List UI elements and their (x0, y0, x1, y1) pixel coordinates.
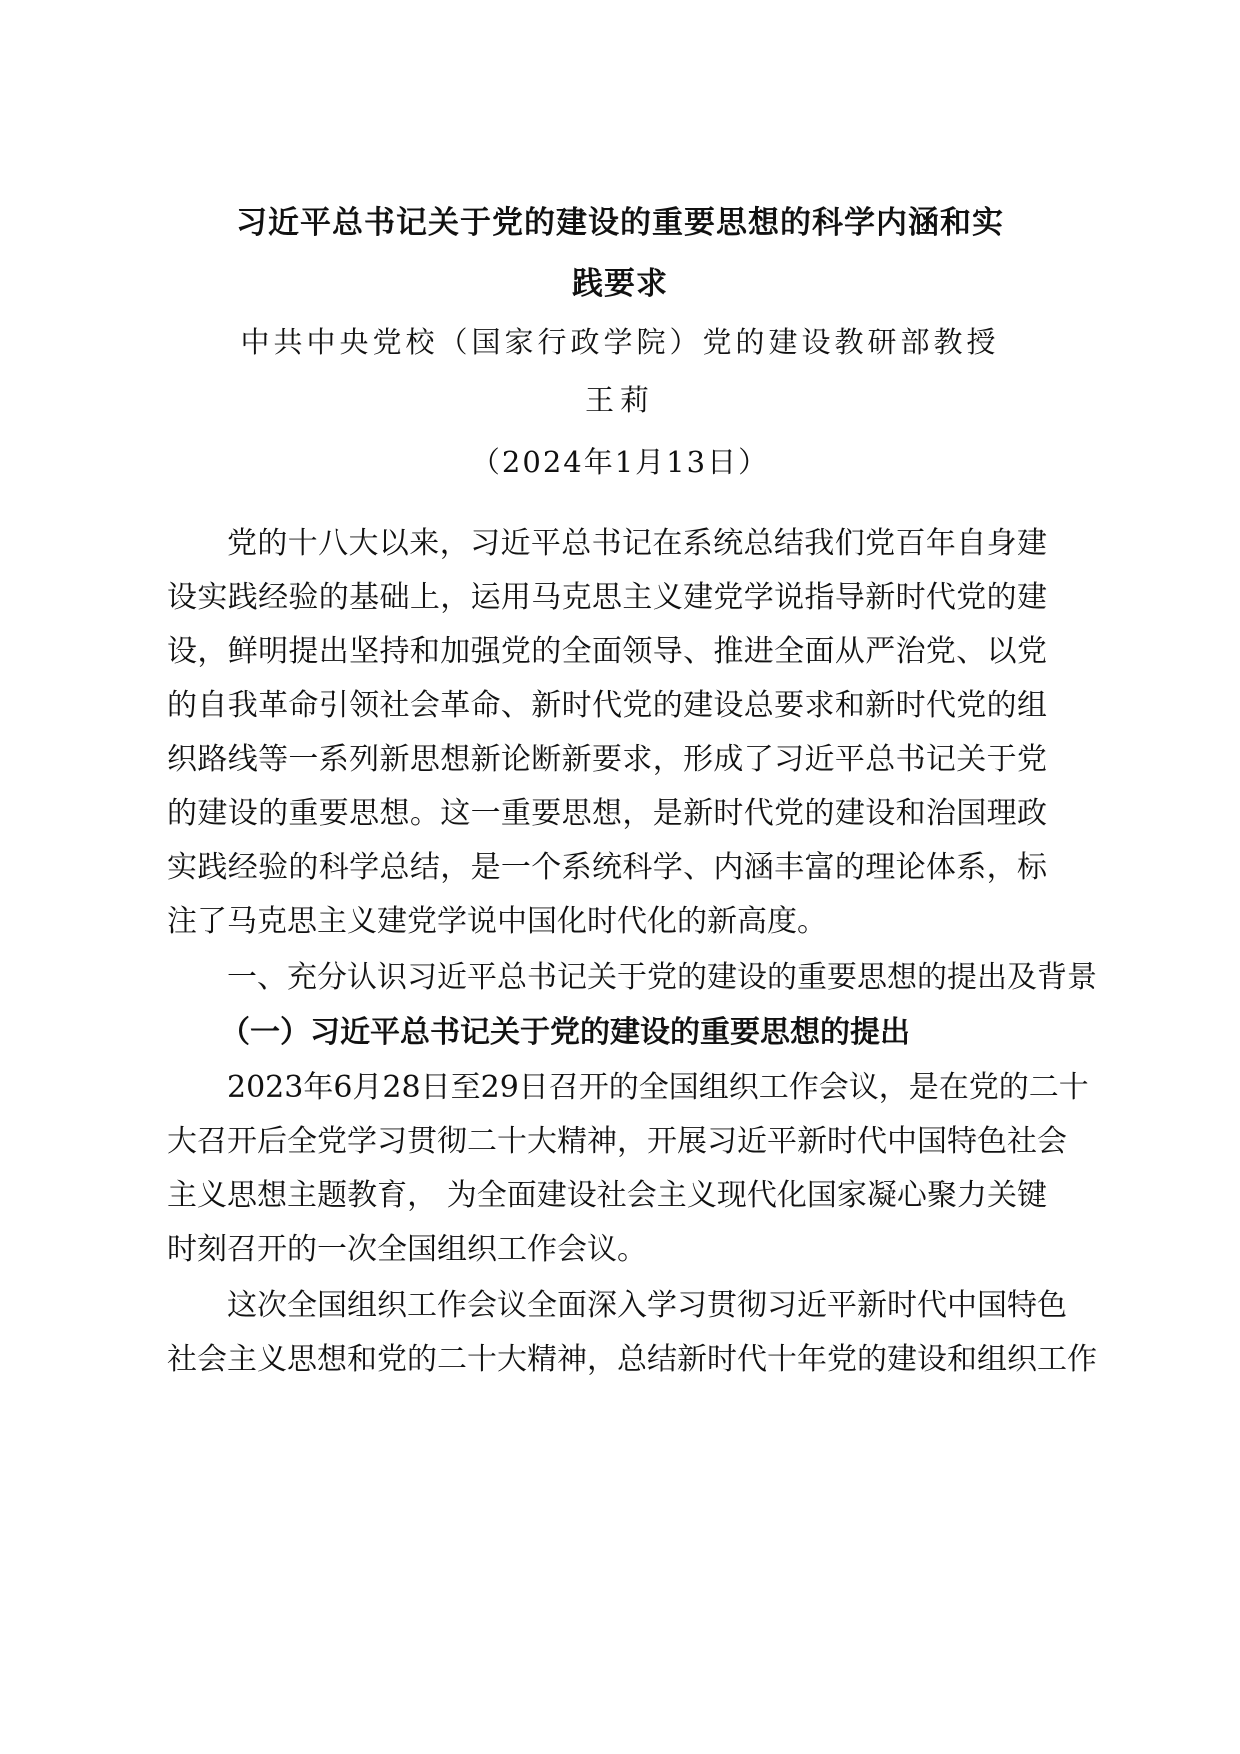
paragraph-3-line: 这次全国组织工作会议全面深入学习贯彻习近平新时代中国特色 (227, 1288, 1067, 1323)
document-title-line-2: 践要求 (572, 266, 668, 302)
paragraph-2-line: 大召开后全党学习贯彻二十大精神，开展习近平新时代中国特色社会 (167, 1124, 1067, 1159)
paragraph-1-line: 织路线等一系列新思想新论断新要求，形成了习近平总书记关于党 (167, 742, 1047, 777)
paragraph-2-line: 2023年6月28日至29日召开的全国组织工作会议，是在党的二十 (227, 1070, 1089, 1105)
section-heading-1: 一、充分认识习近平总书记关于党的建设的重要思想的提出及背景 (227, 960, 1097, 995)
document-date: （2024年1月13日） (470, 445, 770, 479)
subsection-heading-1: （一）习近平总书记关于党的建设的重要思想的提出 (220, 1015, 910, 1050)
paragraph-1-line: 的自我革命引领社会革命、新时代党的建设总要求和新时代党的组 (167, 688, 1047, 723)
paragraph-1-line: 的建设的重要思想。这一重要思想，是新时代党的建设和治国理政 (167, 796, 1047, 831)
author-organization: 中共中央党校（国家行政学院）党的建设教研部教授 (240, 325, 1000, 359)
paragraph-2-line: 时刻召开的一次全国组织工作会议。 (167, 1232, 647, 1267)
author-name: 王莉 (584, 383, 655, 417)
paragraph-2-line: 主义思想主题教育， 为全面建设社会主义现代化国家凝心聚力关键 (167, 1178, 1047, 1213)
document-title-line-1: 习近平总书记关于党的建设的重要思想的科学内涵和实 (236, 205, 1004, 241)
paragraph-3-line: 社会主义思想和党的二十大精神，总结新时代十年党的建设和组织工作 (167, 1342, 1097, 1377)
paragraph-1-line: 党的十八大以来，习近平总书记在系统总结我们党百年自身建 (227, 526, 1047, 561)
paragraph-1-line: 设实践经验的基础上，运用马克思主义建党学说指导新时代党的建 (167, 580, 1047, 615)
paragraph-1-line: 实践经验的科学总结，是一个系统科学、内涵丰富的理论体系，标 (167, 850, 1047, 885)
paragraph-1-line: 注了马克思主义建党学说中国化时代化的新高度。 (167, 904, 827, 939)
paragraph-1-line: 设，鲜明提出坚持和加强党的全面领导、推进全面从严治党、以党 (167, 634, 1047, 669)
